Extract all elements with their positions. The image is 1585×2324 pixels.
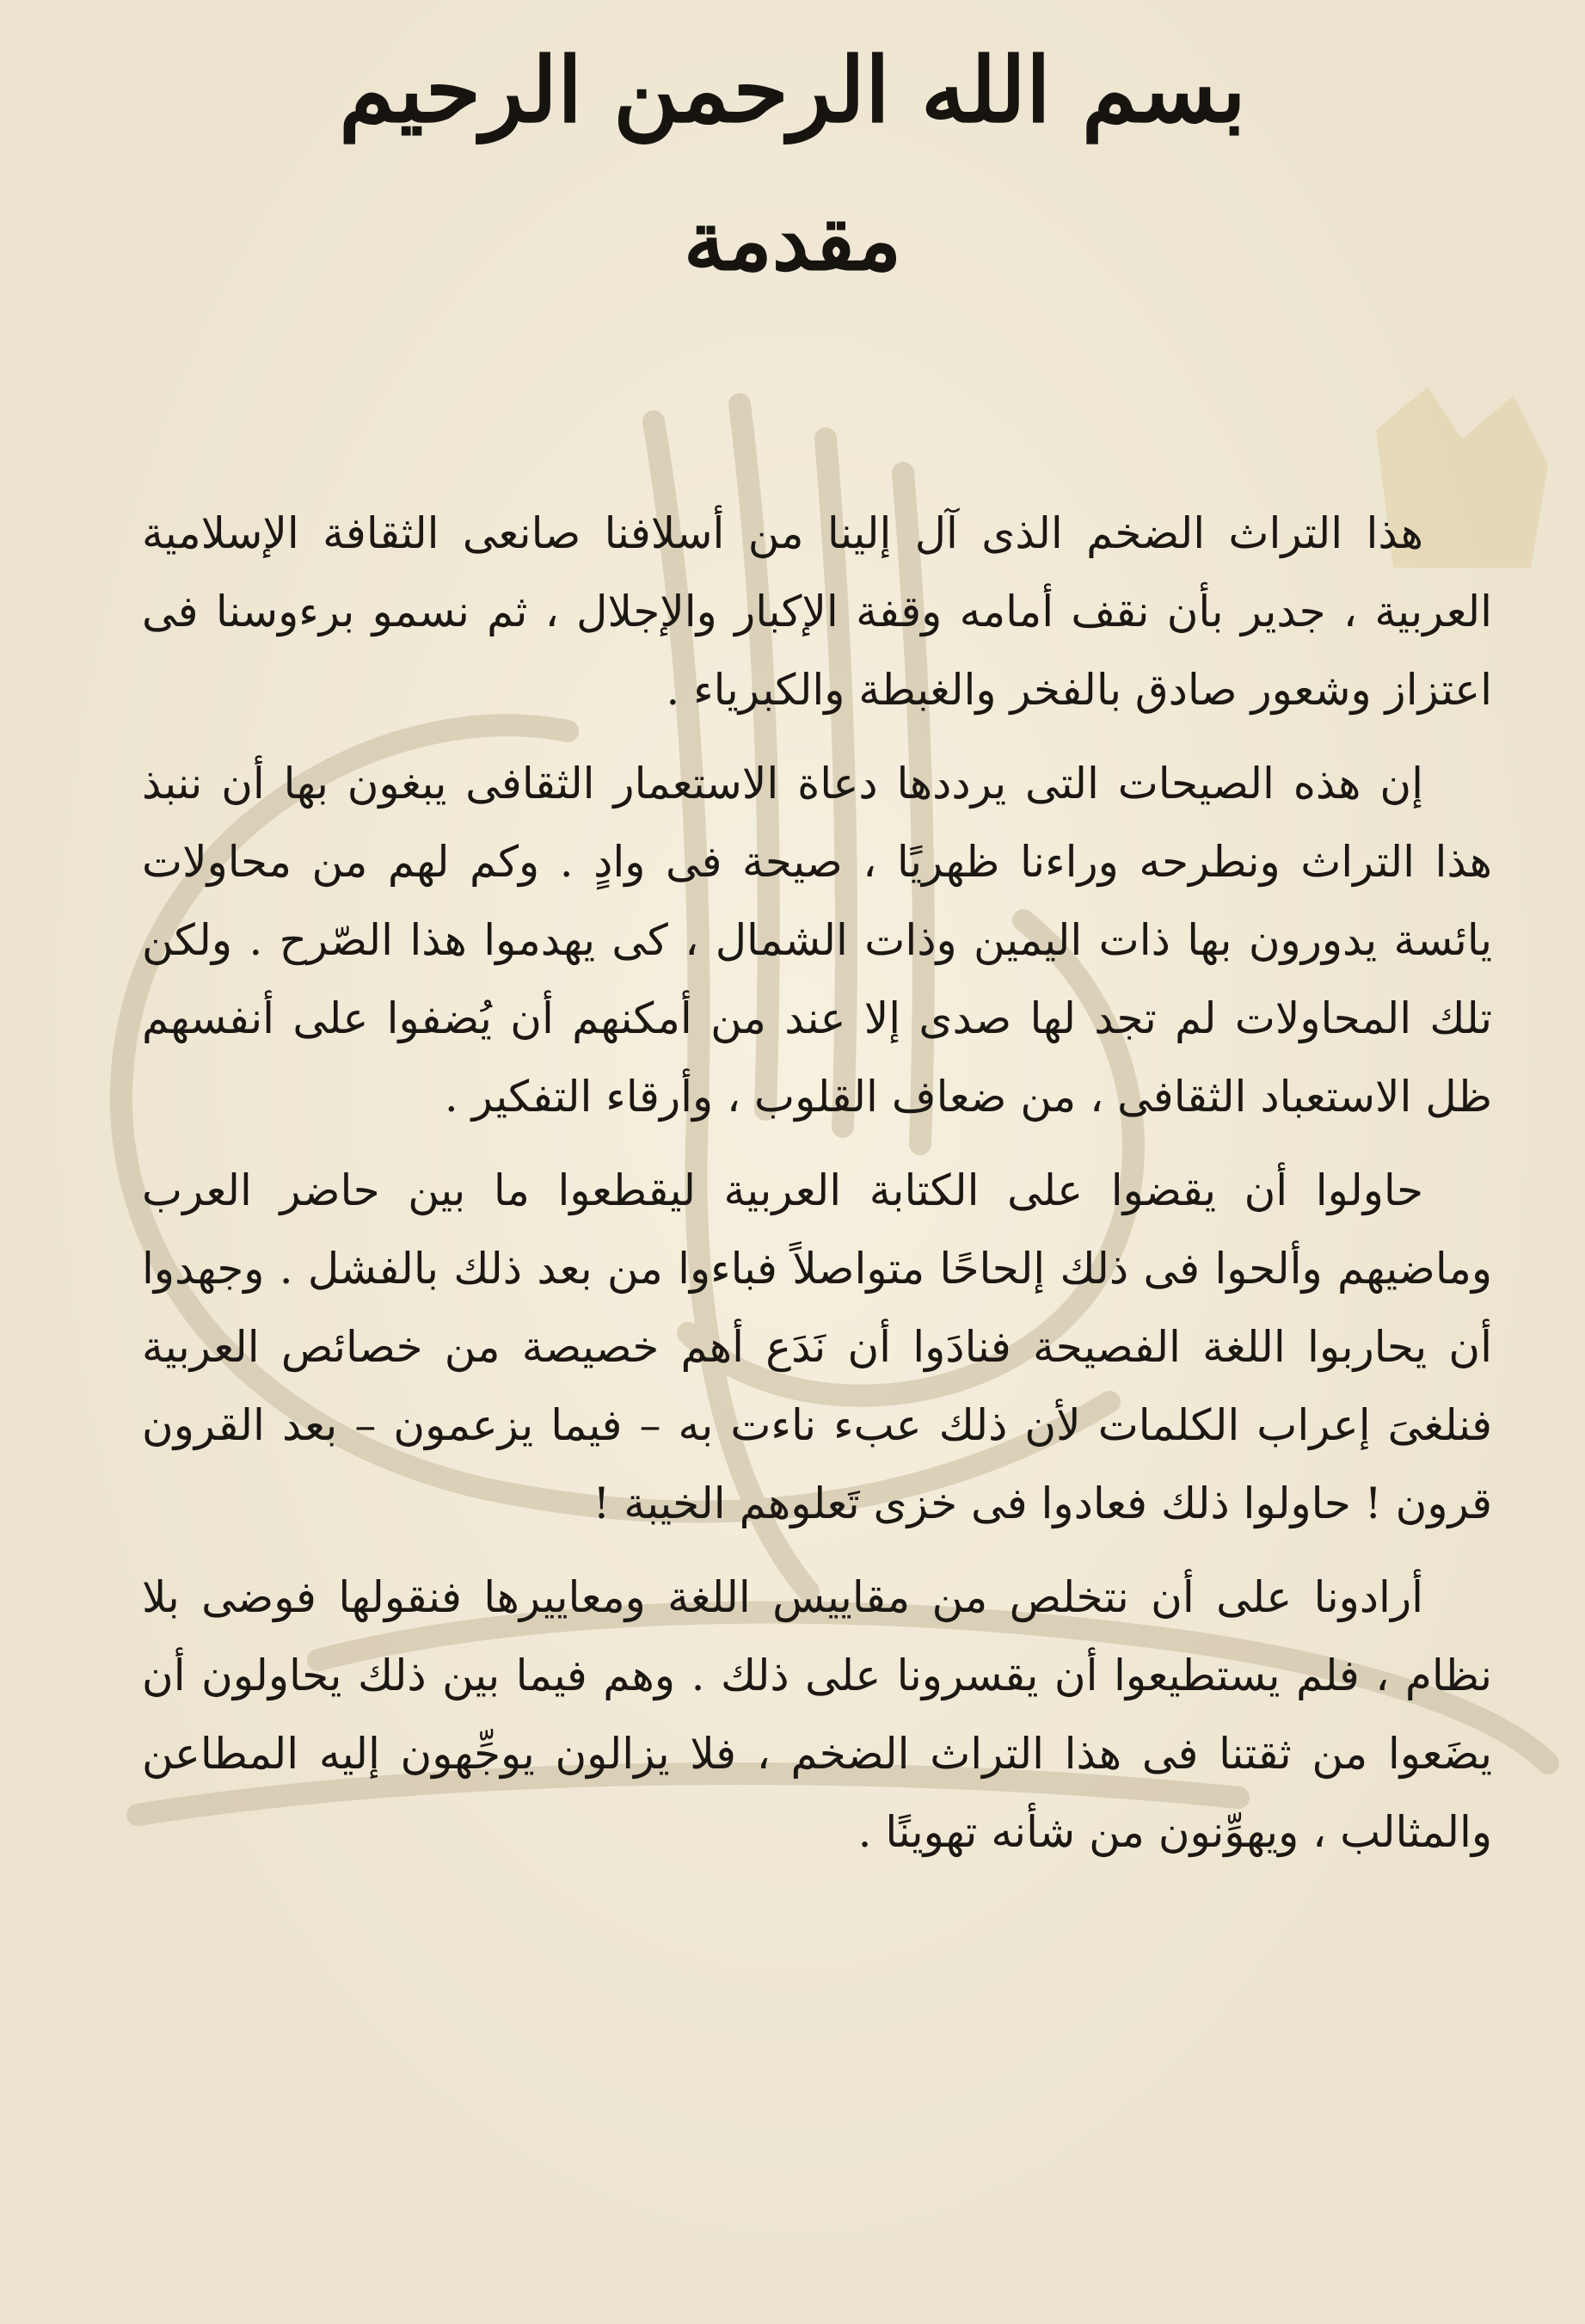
body-text — [142, 495, 1492, 1887]
paragraph: إن هذه الصيحات التى يرددها دعاة الاستعمار الثقافى يبغون بها أن ننبذ هذا التراث ونطرحه وراءنا ظهريًا ، صيحة فى وادٍ . وكم لهم من محاولات يائسة يدورون بها ذات اليمين وذات الشمال ، كى يهدموا هذا الصّرح . ولكن تلك المحاولات لم تجد لها صدى إلا عند من أمكنهم أن يُضفوا على أنفسهم ظل الاستعباد الثقافى ، من ضعاف القلوب ، وأرقاء التفكير . — [142, 759, 1492, 1122]
paragraph: أرادونا على أن نتخلص من مقاييس اللغة ومعاييرها فنقولها فوضى بلا نظام ، فلم يستطيعوا أن يقسرونا على ذلك . وهم فيما بين ذلك يحاولون أن يضَعوا من ثقتنا فى هذا التراث الضخم ، فلا يزالون يوجِّهون إليه المطاعن والمثالب ، ويهوِّنون من شأنه تهوينًا . — [142, 1572, 1492, 1857]
basmala-calligraphy: بسم الله الرحمن الرحيم — [339, 37, 1246, 143]
page-heading: مقدمة — [683, 192, 902, 289]
paragraph: حاولوا أن يقضوا على الكتابة العربية ليقطعوا ما بين حاضر العرب وماضيهم وألحوا فى ذلك إلحاحًا متواصلاً فباءوا من بعد ذلك بالفشل . وجهدوا أن يحاربوا اللغة الفصيحة فنادَوا أن نَدَع أهم خصيصة من خصائص العربية فنلغىَ إعراب الكلمات لأن ذلك عبء ناءت به – فيما يزعمون – بعد القرون قرون ! حاولوا ذلك فعادوا فى خزى تَعلوهم الخيبة ! — [142, 1165, 1492, 1528]
paragraph: هذا التراث الضخم الذى آل إلينا من أسلافنا صانعى الثقافة الإسلامية العربية ، جدير بأن نقف أمامه وقفة الإكبار والإجلال ، ثم نسمو برءوسنا فى اعتزاز وشعور صادق بالفخر والغبطة والكبرياء . — [142, 508, 1492, 715]
